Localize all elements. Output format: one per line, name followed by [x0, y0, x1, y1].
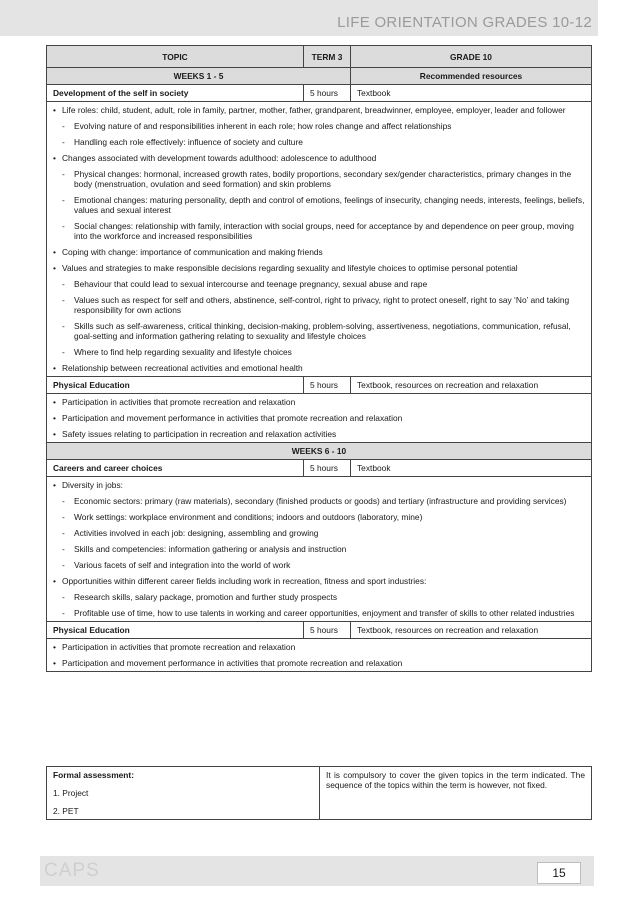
item-text: Skills such as self-awareness, critical thinking, decision-making, problem-solving, assertiveness, negotiations, communication, refusal, goal-setting and information gathering relating to sexuality and lifestyle choices	[74, 321, 571, 341]
bullet-marker: •	[53, 397, 56, 407]
bullet-marker: •	[53, 576, 56, 586]
dash-marker: -	[62, 121, 65, 131]
topic-resources: Textbook, resources on recreation and relaxation	[351, 377, 592, 394]
item-text: Safety issues relating to participation in recreation and relaxation activities	[62, 429, 337, 439]
dash-marker: -	[62, 137, 65, 147]
sub-item	[53, 347, 585, 357]
bullet-marker: •	[53, 363, 56, 373]
topic-resources: Textbook	[351, 460, 592, 477]
sub-item	[53, 169, 585, 189]
item-text: Participation in activities that promote recreation and relaxation	[62, 642, 296, 652]
item-text: Research skills, salary package, promotion and further study prospects	[74, 592, 338, 602]
item-text: Coping with change: importance of communication and making friends	[62, 247, 323, 257]
sub-item	[53, 295, 585, 315]
bullet-marker: •	[53, 247, 56, 257]
item-text: Life roles: child, student, adult, role in family, partner, mother, father, grandparent, breadwinner, employee, employer, leader and follower	[62, 105, 566, 115]
topic-hours: 5 hours	[304, 460, 351, 477]
item-text: Activities involved in each job: designing, assembling and growing	[74, 528, 319, 538]
item-text: Economic sectors: primary (raw materials), secondary (finished products or goods) and tertiary (infrastructure and providing services)	[74, 496, 567, 506]
bullet-item	[53, 397, 585, 407]
weeks-1-5-row	[47, 68, 592, 85]
bullet-marker: •	[53, 153, 56, 163]
item-text: Handling each role effectively: influence of society and culture	[74, 137, 303, 147]
sub-item	[53, 544, 585, 554]
bullet-marker: •	[53, 429, 56, 439]
content-list	[47, 102, 592, 377]
sub-item	[53, 279, 585, 289]
sub-item	[53, 137, 585, 147]
formal-assessment-title: Formal assessment:	[53, 770, 134, 780]
content-list	[47, 477, 592, 622]
footer-caps-label: CAPS	[44, 860, 100, 881]
formal-assessment-cell	[47, 767, 320, 820]
topic-name: Physical Education	[47, 622, 304, 639]
bullet-marker: •	[53, 263, 56, 273]
sub-item	[53, 195, 585, 215]
bullet-item	[53, 480, 585, 490]
dash-marker: -	[62, 560, 65, 570]
table-header-row	[47, 46, 592, 68]
weeks-1-5-label: WEEKS 1 - 5	[47, 68, 351, 85]
topic-resources: Textbook, resources on recreation and relaxation	[351, 622, 592, 639]
bullet-item	[53, 658, 585, 668]
topic-row	[47, 85, 592, 102]
dash-marker: -	[62, 592, 65, 602]
dash-marker: -	[62, 544, 65, 554]
sub-item	[53, 121, 585, 131]
item-text: Diversity in jobs:	[62, 480, 123, 490]
item-text: Social changes: relationship with family, interaction with social groups, need for acceptance by and dependence on peer group, moving into the workforce and increased responsibilities	[74, 221, 574, 241]
sub-item	[53, 528, 585, 538]
item-text: Evolving nature of and responsibilities inherent in each role; how roles change and affect relationships	[74, 121, 452, 131]
dash-marker: -	[62, 512, 65, 522]
bullet-marker: •	[53, 642, 56, 652]
item-text: Relationship between recreational activities and emotional health	[62, 363, 303, 373]
item-text: Emotional changes: maturing personality, depth and control of emotions, feelings of insecurity, changing needs, interests, feelings, beliefs, values and sexual interest	[74, 195, 585, 215]
bullet-item	[53, 576, 585, 586]
bullet-item	[53, 429, 585, 439]
item-text: Participation in activities that promote recreation and relaxation	[62, 397, 296, 407]
bullet-item	[53, 363, 585, 373]
item-text: Values and strategies to make responsible decisions regarding sexuality and lifestyle choices to optimise personal potential	[62, 263, 518, 273]
dash-marker: -	[62, 347, 65, 357]
assessment-item: 2. PET	[53, 806, 79, 816]
bullet-item	[53, 247, 585, 257]
assessment-item: 1. Project	[53, 788, 89, 798]
content-list	[47, 394, 592, 443]
content-row	[47, 102, 592, 377]
topic-row	[47, 622, 592, 639]
topic-hours: 5 hours	[304, 85, 351, 102]
dash-marker: -	[62, 321, 65, 331]
item-text: Profitable use of time, how to use talents in working and career opportunities, enjoyment and transfer of skills to other related industries	[74, 608, 575, 618]
item-text: Opportunities within different career fields including work in recreation, fitness and sport industries:	[62, 576, 427, 586]
weeks-6-10-row	[47, 443, 592, 460]
sub-item	[53, 560, 585, 570]
grade-header: GRADE 10	[351, 46, 592, 68]
sub-item	[53, 608, 585, 618]
assessment-note: It is compulsory to cover the given topics in the term indicated. The sequence of the topics within the term is however, not fixed.	[320, 767, 592, 820]
topic-hours: 5 hours	[304, 377, 351, 394]
bullet-item	[53, 105, 585, 115]
bullet-item	[53, 263, 585, 273]
dash-marker: -	[62, 608, 65, 618]
sub-item	[53, 321, 585, 341]
curriculum-table	[46, 45, 592, 672]
topic-header: TOPIC	[47, 46, 304, 68]
item-text: Behaviour that could lead to sexual intercourse and teenage pregnancy, sexual abuse and rape	[74, 279, 428, 289]
sub-item	[53, 592, 585, 602]
dash-marker: -	[62, 169, 65, 179]
content-row	[47, 394, 592, 443]
dash-marker: -	[62, 528, 65, 538]
sub-item	[53, 496, 585, 506]
item-text: Physical changes: hormonal, increased growth rates, bodily proportions, secondary sex/gender characteristics, primary changes in the body (menstruation, ovulation and seed formation) and skin problems	[74, 169, 572, 189]
topic-name: Careers and career choices	[47, 460, 304, 477]
item-text: Work settings: workplace environment and conditions; indoors and outdoors (laboratory, mine)	[74, 512, 423, 522]
dash-marker: -	[62, 295, 65, 305]
weeks-6-10-label: WEEKS 6 - 10	[47, 443, 592, 460]
bullet-item	[53, 153, 585, 163]
bullet-marker: •	[53, 105, 56, 115]
term-header: TERM 3	[304, 46, 351, 68]
dash-marker: -	[62, 195, 65, 205]
item-text: Changes associated with development towards adulthood: adolescence to adulthood	[62, 153, 377, 163]
sub-item	[53, 512, 585, 522]
recommended-resources-label: Recommended resources	[351, 68, 592, 85]
topic-resources: Textbook	[351, 85, 592, 102]
bullet-item	[53, 642, 585, 652]
bullet-marker: •	[53, 413, 56, 423]
page-number: 15	[537, 862, 581, 884]
dash-marker: -	[62, 221, 65, 231]
sub-item	[53, 221, 585, 241]
document-title: LIFE ORIENTATION GRADES 10-12	[337, 14, 592, 31]
item-text: Participation and movement performance in activities that promote recreation and relaxation	[62, 413, 403, 423]
topic-name: Physical Education	[47, 377, 304, 394]
bullet-marker: •	[53, 480, 56, 490]
item-text: Values such as respect for self and others, abstinence, self-control, right to privacy, right to protect oneself, right to say ‘No’ and taking responsibility for own actions	[74, 295, 570, 315]
topic-row	[47, 460, 592, 477]
topic-name: Development of the self in society	[47, 85, 304, 102]
bullet-item	[53, 413, 585, 423]
item-text: Participation and movement performance in activities that promote recreation and relaxation	[62, 658, 403, 668]
assessment-table	[46, 766, 592, 820]
dash-marker: -	[62, 496, 65, 506]
bullet-marker: •	[53, 658, 56, 668]
item-text: Various facets of self and integration into the world of work	[74, 560, 291, 570]
topic-row	[47, 377, 592, 394]
content-row	[47, 639, 592, 672]
dash-marker: -	[62, 279, 65, 289]
item-text: Skills and competencies: information gathering or analysis and instruction	[74, 544, 347, 554]
content-list	[47, 639, 592, 672]
topic-hours: 5 hours	[304, 622, 351, 639]
content-row	[47, 477, 592, 622]
item-text: Where to find help regarding sexuality and lifestyle choices	[74, 347, 292, 357]
footer-band	[40, 856, 594, 886]
